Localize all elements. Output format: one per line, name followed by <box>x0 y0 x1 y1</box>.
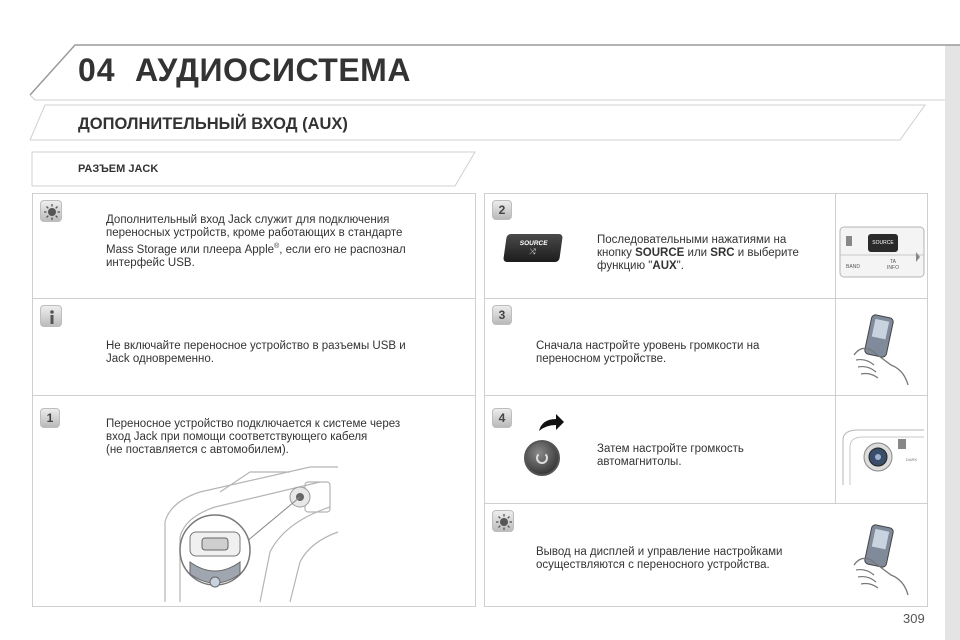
page-number: 309 <box>903 611 925 626</box>
panel-label-info: INFO <box>887 265 899 271</box>
info-text: Дополнительный вход Jack служит для подключения переносных устройств, кроме работающих в стандарте Mass Storage или плеера Apple®, если его не распознал интерфейс USB. <box>106 214 406 269</box>
step-3-text: Сначала настройте уровень громкости на переносном устройстве. <box>536 340 760 365</box>
section-title: ДОПОЛНИТЕЛЬНЫЙ ВХОД (AUX) <box>78 115 348 133</box>
panel-label-band: BAND <box>846 264 860 270</box>
step-1-text: Переносное устройство подключается к системе через вход Jack при помощи соответствующего кабеля (не поставляется с автомобилем). <box>106 418 401 456</box>
info-2-text: Вывод на дисплей и управление настройками осуществляются с переносного устройства. <box>536 546 783 571</box>
lightbulb-icon <box>492 510 514 532</box>
step-2-badge: 2 <box>492 200 512 220</box>
info-i-icon <box>40 305 62 327</box>
audio-panel-illustration <box>838 222 926 282</box>
step-1-badge: 1 <box>40 408 60 428</box>
hand-device-illustration-2 <box>846 520 916 600</box>
source-button-label: SOURCE <box>519 239 549 247</box>
subsection-title: РАЗЪЕМ JACK <box>78 163 159 175</box>
step-2-text: Последовательными нажатиями на кнопку SOURCE или SRC и выберите функцию "AUX". <box>597 234 799 272</box>
step-4-badge: 4 <box>492 408 512 428</box>
step-4-text: Затем настройте громкость автомагнитолы. <box>597 443 744 468</box>
radio-knob-illustration <box>838 425 926 490</box>
jack-socket-illustration <box>160 462 340 604</box>
warning-text: Не включайте переносное устройство в разъемы USB и Jack одновременно. <box>106 340 406 365</box>
step-3-badge: 3 <box>492 305 512 325</box>
panel-label-ta: TA <box>889 259 897 265</box>
rotate-arrow-icon <box>536 411 566 435</box>
chapter-number: 04 <box>78 52 116 88</box>
panel-label-source: SOURCE <box>872 240 894 246</box>
shuffle-icon: ⤨ <box>528 246 537 256</box>
source-button <box>503 234 563 262</box>
power-knob-icon <box>524 440 560 476</box>
hand-device-illustration-1 <box>846 310 916 390</box>
radio-label: DARK <box>906 457 918 462</box>
chapter-title: АУДИОСИСТЕМА <box>135 52 411 88</box>
column-divider <box>835 194 836 504</box>
lightbulb-icon <box>40 200 62 222</box>
